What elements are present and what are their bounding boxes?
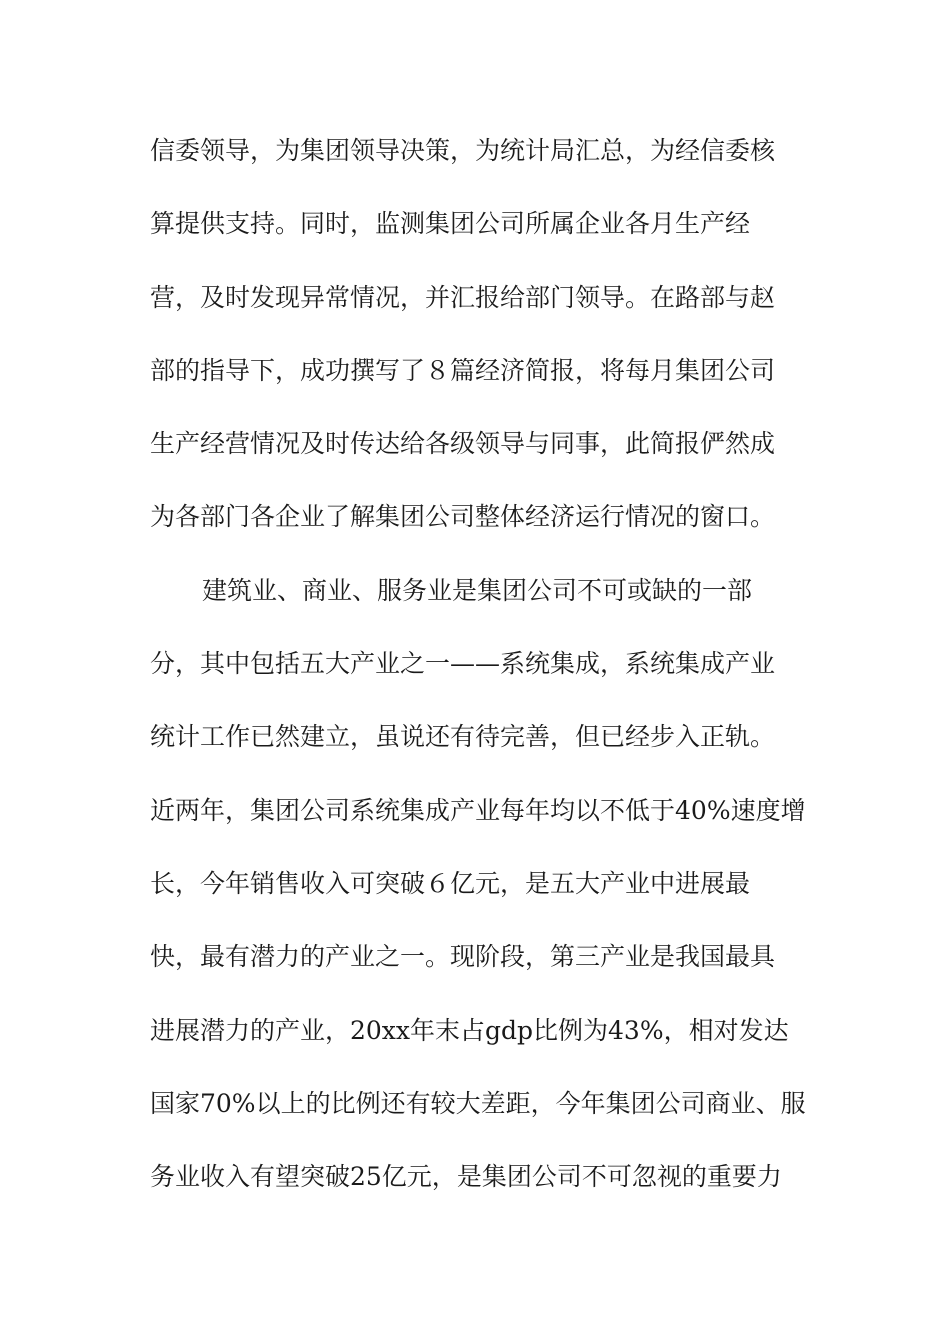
text-line: 信委领导，为集团领导决策，为统计局汇总，为经信委核 — [150, 136, 776, 165]
text-line: 分，其中包括五大产业之一——系统集成，系统集成产业 — [150, 649, 776, 679]
paragraph-start-line: 建筑业、商业、服务业是集团公司不可或缺的一部 — [202, 575, 753, 605]
text-line: 营，及时发现异常情况，并汇报给部门领导。在路部与赵 — [150, 282, 776, 312]
text-line: 生产经营情况及时传达给各级领导与同事，此简报俨然成 — [150, 429, 776, 459]
text-line: 统计工作已然建立，虽说还有待完善，但已经步入正轨。 — [150, 722, 776, 752]
text-line: 为各部门各企业了解集团公司整体经济运行情况的窗口。 — [150, 502, 776, 532]
text-line: 长，今年销售收入可突破６亿元，是五大产业中进展最 — [150, 868, 751, 898]
text-line: 快，最有潜力的产业之一。现阶段，第三产业是我国最具 — [150, 942, 776, 972]
text-line: 务业收入有望突破25亿元，是集团公司不可忽视的重要力 — [150, 1162, 782, 1192]
text-line: 部的指导下，成功撰写了８篇经济简报，将每月集团公司 — [150, 355, 776, 385]
text-line: 进展潜力的产业，20xx年末占gdp比例为43%，相对发达 — [150, 1015, 789, 1045]
text-line: 近两年，集团公司系统集成产业每年均以不低于40%速度增 — [150, 795, 806, 825]
text-line: 算提供支持。同时，监测集团公司所属企业各月生产经 — [150, 209, 751, 239]
body-text — [150, 126, 830, 1225]
text-line: 国家70%以上的比例还有较大差距，今年集团公司商业、服 — [150, 1088, 806, 1118]
